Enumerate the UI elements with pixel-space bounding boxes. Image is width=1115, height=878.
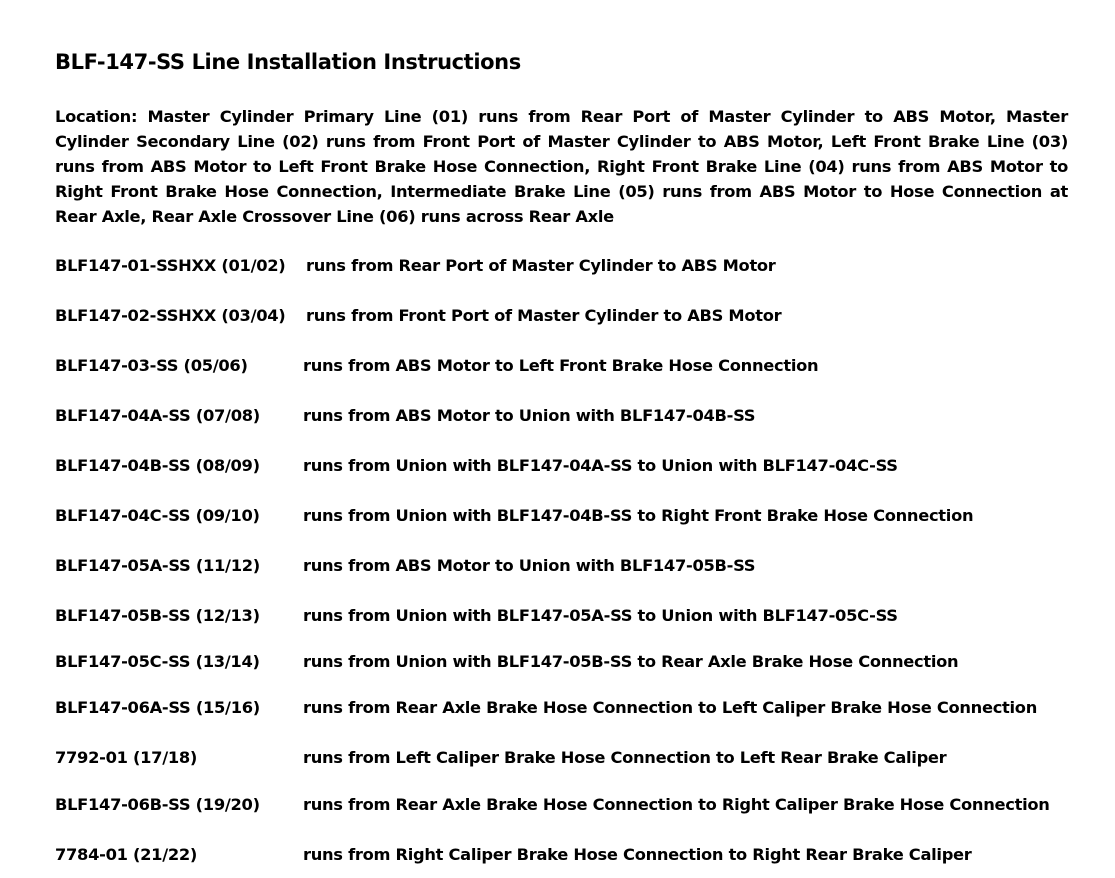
line-row: [55, 304, 1068, 328]
line-part-number: BLF147-06B-SS (19/20): [55, 795, 260, 814]
line-description: runs from Left Caliper Brake Hose Connection to Left Rear Brake Caliper: [303, 748, 947, 767]
line-description: runs from Union with BLF147-04B-SS to Right Front Brake Hose Connection: [303, 506, 974, 525]
line-row: [55, 843, 1068, 867]
line-part-number: 7784-01 (21/22): [55, 845, 198, 864]
line-row: [55, 354, 1068, 378]
line-row: [55, 504, 1068, 528]
line-part-number: BLF147-01-SSHXX (01/02): [55, 256, 286, 275]
line-part-number: BLF147-02-SSHXX (03/04): [55, 306, 286, 325]
line-row: [55, 746, 1068, 770]
line-part-number: BLF147-04B-SS (08/09): [55, 456, 260, 475]
line-description: runs from ABS Motor to Union with BLF147-04B-SS: [303, 406, 756, 425]
line-row: [55, 696, 1068, 720]
line-row: [55, 404, 1068, 428]
line-row: [55, 554, 1068, 578]
line-part-number: BLF147-05C-SS (13/14): [55, 652, 260, 671]
line-description: runs from Rear Axle Brake Hose Connection to Left Caliper Brake Hose Connection: [303, 698, 1037, 717]
line-part-number: BLF147-05B-SS (12/13): [55, 606, 260, 625]
line-part-number: BLF147-03-SS (05/06): [55, 356, 248, 375]
line-description: runs from Union with BLF147-05A-SS to Union with BLF147-05C-SS: [303, 606, 898, 625]
line-part-number: BLF147-04C-SS (09/10): [55, 506, 260, 525]
line-description: runs from Union with BLF147-04A-SS to Union with BLF147-04C-SS: [303, 456, 898, 475]
document-title: BLF-147-SS Line Installation Instructions: [55, 50, 521, 74]
line-description: runs from Rear Axle Brake Hose Connection to Right Caliper Brake Hose Connection: [303, 795, 1050, 814]
location-paragraph: Location: Master Cylinder Primary Line (01) runs from Rear Port of Master Cylinder to ABS Motor, Master Cylinder Secondary Line (02) runs from Front Port of Master Cylinder to ABS Motor, Left Front Brake Line (03) runs from ABS Motor to Left Front Brake Hose Connection, Right Front Brake Line (04) runs from ABS Motor to Right Front Brake Hose Connection, Intermediate Brake Line (05) runs from ABS Motor to Hose Connection at Rear Axle, Rear Axle Crossover Line (06) runs across Rear Axle: [55, 107, 1068, 226]
line-row: [55, 604, 1068, 628]
line-row: [55, 454, 1068, 478]
line-row: [55, 254, 1068, 278]
line-description: runs from Front Port of Master Cylinder to ABS Motor: [306, 306, 782, 325]
line-description: runs from Right Caliper Brake Hose Connection to Right Rear Brake Caliper: [303, 845, 972, 864]
line-row: [55, 650, 1068, 674]
line-part-number: BLF147-06A-SS (15/16): [55, 698, 260, 717]
line-part-number: BLF147-04A-SS (07/08): [55, 406, 260, 425]
line-row: [55, 793, 1068, 817]
line-description: runs from Union with BLF147-05B-SS to Rear Axle Brake Hose Connection: [303, 652, 959, 671]
line-description: runs from Rear Port of Master Cylinder to ABS Motor: [306, 256, 776, 275]
line-part-number: 7792-01 (17/18): [55, 748, 198, 767]
line-part-number: BLF147-05A-SS (11/12): [55, 556, 260, 575]
line-description: runs from ABS Motor to Left Front Brake Hose Connection: [303, 356, 819, 375]
line-description: runs from ABS Motor to Union with BLF147-05B-SS: [303, 556, 756, 575]
